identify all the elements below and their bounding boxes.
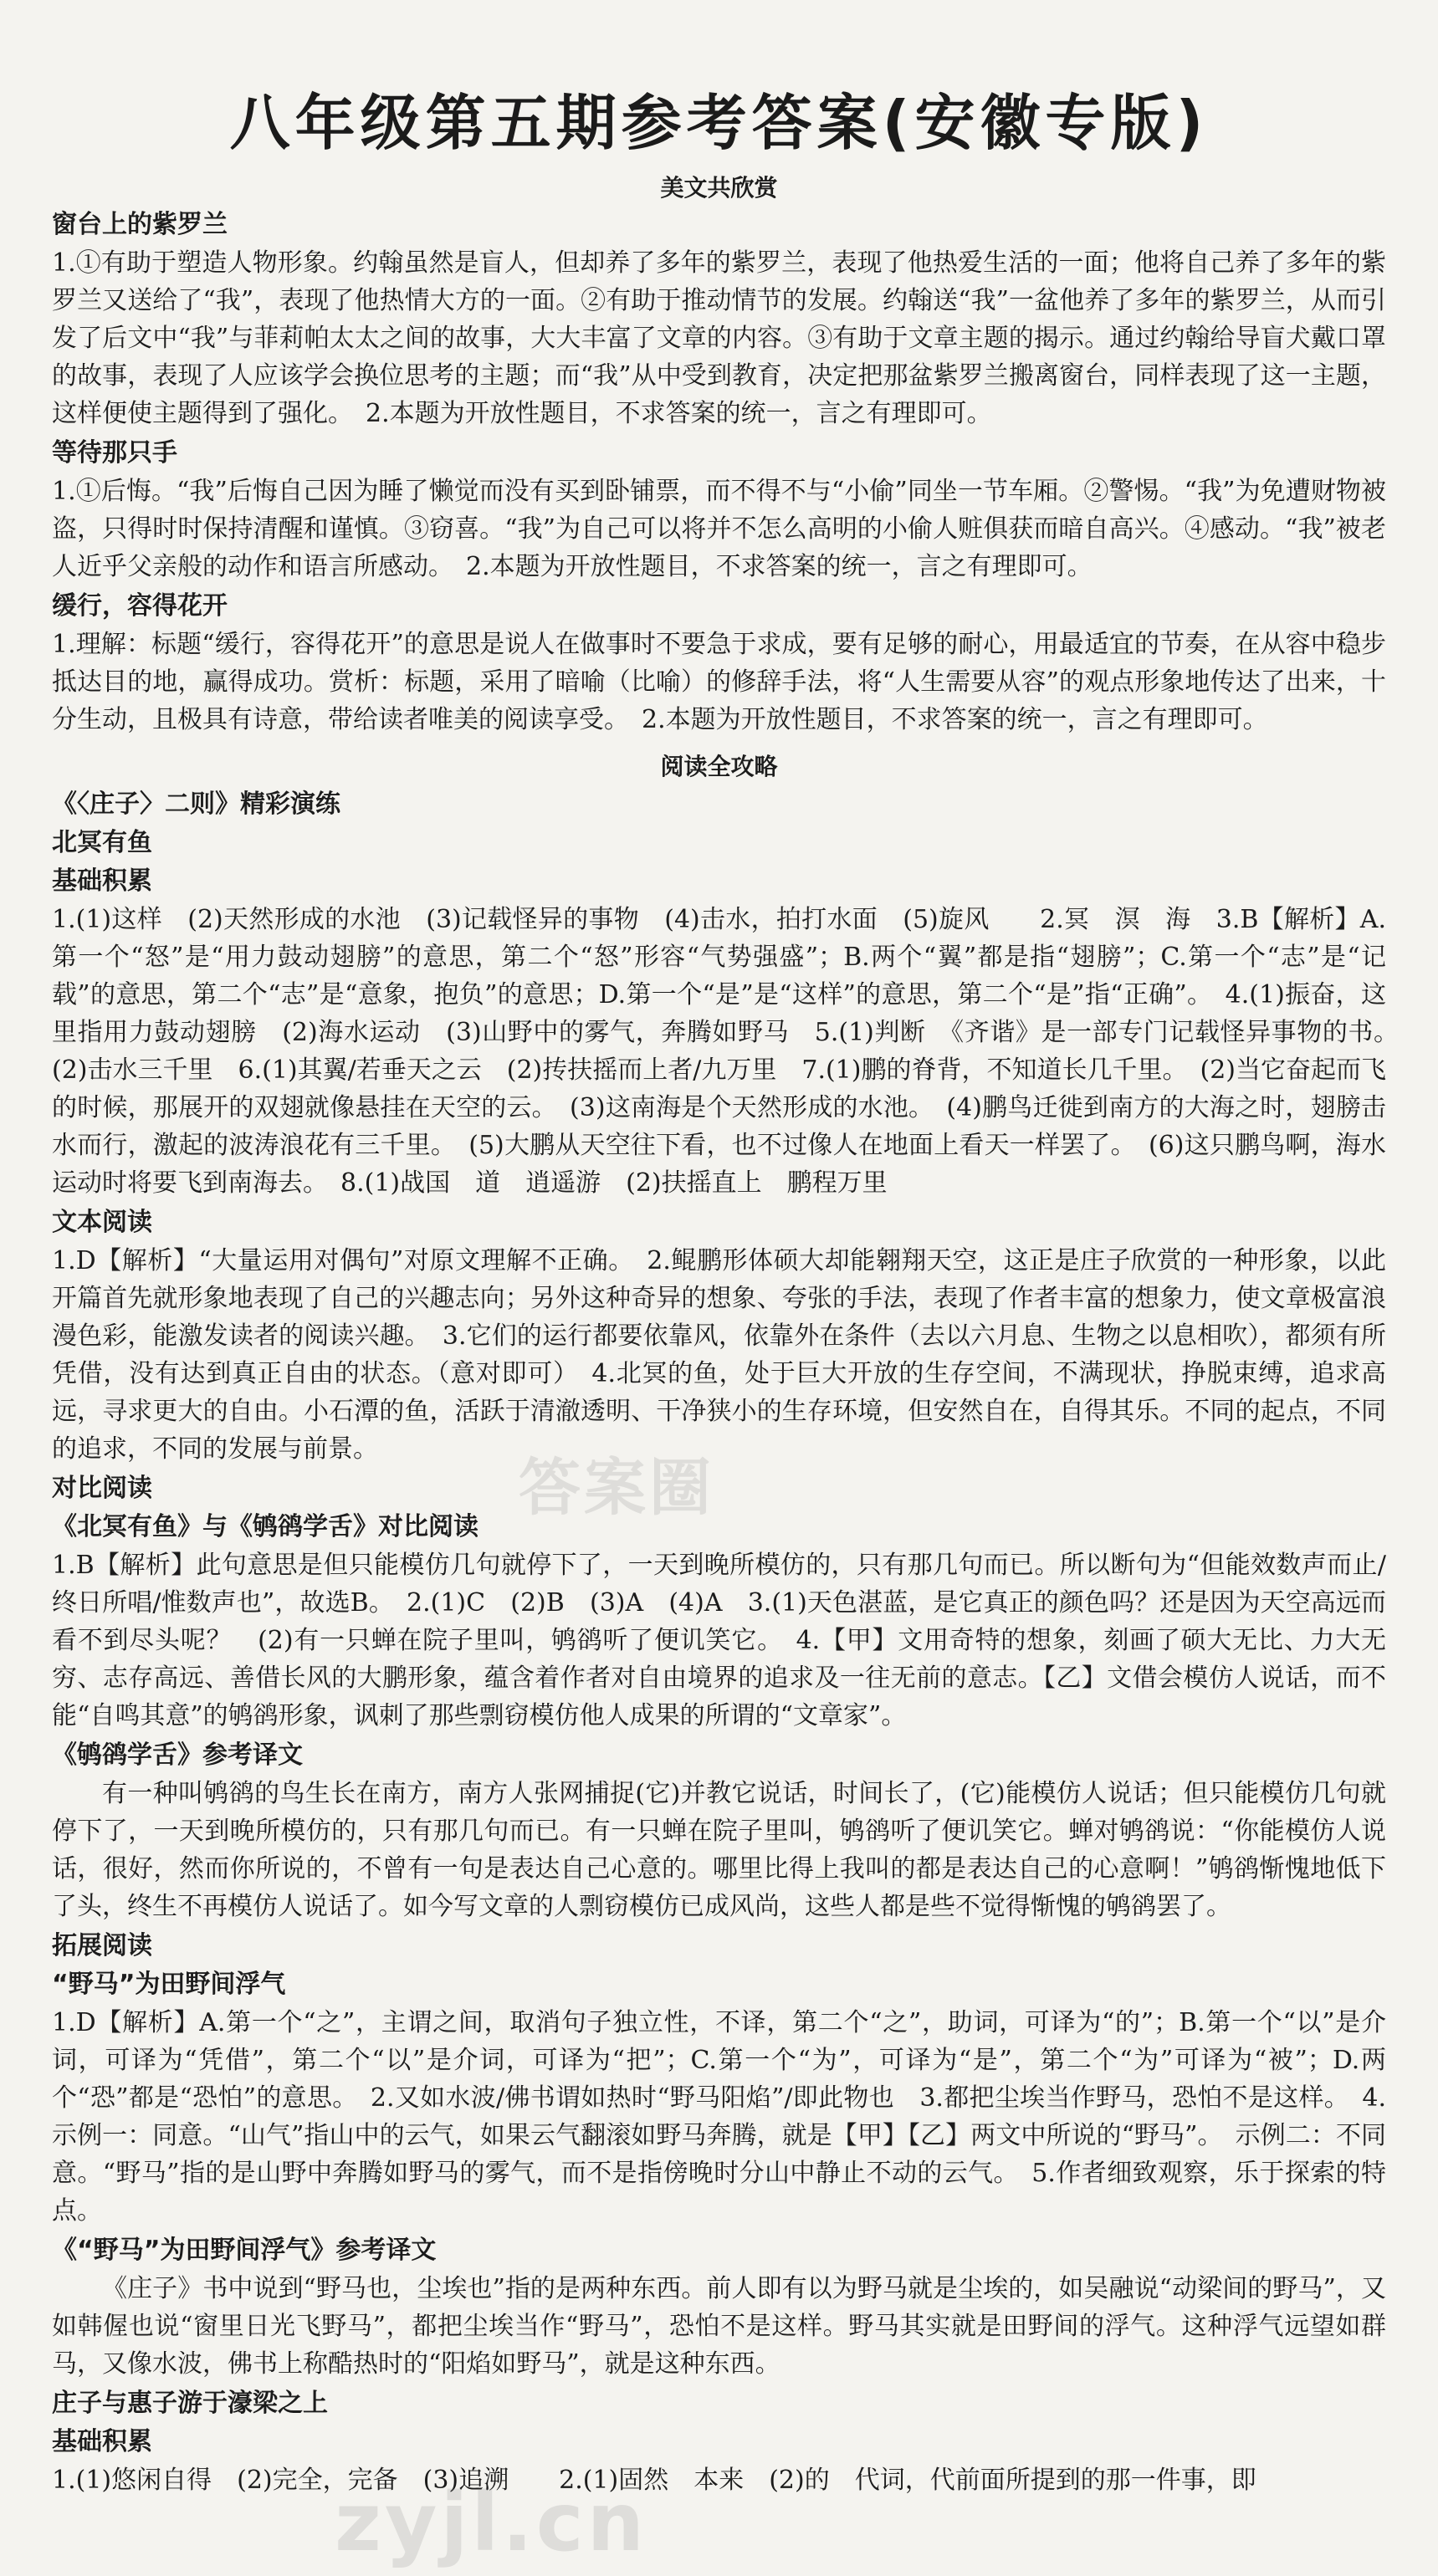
watermark-url: zyjl.cn: [335, 2476, 647, 2569]
subheading: 拓展阅读: [52, 1930, 152, 1960]
answer-paragraph: 《庄子》书中说到“野马也，尘埃也”指的是两种东西。前人即有以为野马就是尘埃的，如吴融说“动梁间的野马”，又如韩偓也说“窗里日光飞野马”，都把尘埃当作“野马”，恐怕不是这样。野马其实就是田野间的浮气。这种浮气远望如群马，又像水波，佛书上称酷热时的“阳焰如野马”，就是这种东西。: [52, 2273, 1386, 2379]
page-title: 八年级第五期参考答案(安徽专版): [229, 88, 1209, 158]
subheading: 庄子与惠子游于濠梁之上: [52, 2388, 328, 2418]
answer-paragraph: 1.(1)这样 (2)天然形成的水池 (3)记载怪异的事物 (4)击水，拍打水面 (5)旋风 2.冥 溟 海 3.B【解析】A.第一个“怒”是“用力鼓动翅膀”的意思，第二个“怒”形容“气势强盛”；B.两个“翼”都是指“翅膀”；C.第一个“志”是“记载”的意思，第二个“志”是“意象，抱负”的意思；D.第一个“是”是“这样”的意思，第二个“是”指“正确”。 4.(1)振奋，这里指用力鼓动翅膀 (2)海水运动 (3)山野中的雾气，奔腾如野马 5.(1)判断 《齐谐》是一部专门记载怪异事物的书。 (2)击水三千里 6.(1)其翼/若垂天之云 (2)抟扶摇而上者/九万里 7.(1)鹏的脊背，不知道长几千里。 (2)当它奋起而飞的时候，那展开的双翅就像悬挂在天空的云。 (3)这南海是个天然形成的水池。 (4)鹏鸟迁徙到南方的大海之时，翅膀击水而行，激起的波涛浪花有三千里。 (5)大鹏从天空往下看，也不过像人在地面上看天一样罢了。 (6)这只鹏鸟啊，海水运动时将要飞到南海去。 8.(1)战国 道 逍遥游 (2)扶摇直上 鹏程万里: [52, 904, 1411, 1198]
subheading: 《北冥有鱼》与《鸲鹆学舌》对比阅读: [52, 1511, 478, 1541]
section-heading: 阅读全攻略: [660, 753, 778, 781]
answer-paragraph: 1.D【解析】“大量运用对偶句”对原文理解不正确。 2.鲲鹏形体硕大却能翱翔天空，这正是庄子欣赏的一种形象，以此开篇首先就形象地表现了自己的兴趣志向；另外这种奇异的想象、夸张的手法，表现了作者丰富的想象力，使文章极富浪漫色彩，能激发读者的阅读兴趣。 3.它们的运行都要依靠风，依靠外在条件（去以六月息、生物之以息相吹），都须有所凭借，没有达到真正自由的状态。（意对即可） 4.北冥的鱼，处于巨大开放的生存空间，不满现状，挣脱束缚，追求高远，寻求更大的自由。小石潭的鱼，活跃于清澈透明、干净狭小的生存环境，但安然自在，自得其乐。不同的起点，不同的追求，不同的发展与前景。: [52, 1245, 1386, 1464]
subheading: 《鸲鹆学舌》参考译文: [52, 1740, 303, 1770]
answer-paragraph: 1.理解：标题“缓行，容得花开”的意思是说人在做事时不要急于求成，要有足够的耐心，用最适宜的节奏，在从容中稳步抵达目的地，赢得成功。赏析：标题，采用了暗喻（比喻）的修辞手法，将“人生需要从容”的观点形象地传达了出来，十分生动，且极具有诗意，带给读者唯美的阅读享受。 2.本题为开放性题目，不求答案的统一，言之有理即可。: [52, 630, 1386, 735]
subheading: 《“野马”为田野间浮气》参考译文: [52, 2235, 437, 2265]
subheading: 缓行，容得花开: [52, 591, 228, 621]
subheading: 北冥有鱼: [52, 827, 152, 857]
answer-paragraph: 1.①有助于塑造人物形象。约翰虽然是盲人，但却养了多年的紫罗兰，表现了他热爱生活的一面；他将自己养了多年的紫罗兰又送给了“我”，表现了他热情大方的一面。②有助于推动情节的发展。约翰送“我”一盆他养了多年的紫罗兰，从而引发了后文中“我”与菲莉帕太太之间的故事，大大丰富了文章的内容。③有助于文章主题的揭示。通过约翰给导盲犬戴口罩的故事，表现了人应该学会换位思考的主题；而“我”从中受到教育，决定把那盆紫罗兰搬离窗台，同样表现了这一主题，这样便使主题得到了强化。 2.本题为开放性题目，不求答案的统一，言之有理即可。: [52, 248, 1386, 429]
subheading: 文本阅读: [52, 1207, 152, 1237]
subheading: 基础积累: [52, 2426, 152, 2456]
answer-paragraph: 有一种叫鸲鹆的鸟生长在南方，南方人张网捕捉(它)并教它说话，时间长了，(它)能模仿人说话；但只能模仿几句就停下了，一天到晚所模仿的，只有那几句而已。有一只蝉在院子里叫，鸲鹆听了便讥笑它。蝉对鸲鹆说：“你能模仿人说话，很好，然而你所说的，不曾有一句是表达自己心意的。哪里比得上我叫的都是表达自己的心意啊！”鸲鹆惭愧地低下了头，终生不再模仿人说话了。如今写文章的人剽窃模仿已成风尚，这些人都是些不觉得惭愧的鸲鹆罢了。: [52, 1778, 1386, 1921]
subheading: 《〈庄子〉二则》精彩演练: [52, 789, 340, 819]
answer-paragraph: 1.B【解析】此句意思是但只能模仿几句就停下了，一天到晚所模仿的，只有那几句而已。所以断句为“但能效数声而止/终日所唱/惟数声也”，故选B。 2.(1)C (2)B (3)A (4)A 3.(1)天色湛蓝，是它真正的颜色吗？还是因为天空高远而看不到尽头呢？ (2)有一只蝉在院子里叫，鸲鹆听了便讥笑它。 4.【甲】文用奇特的想象，刻画了硕大无比、力大无穷、志存高远、善借长风的大鹏形象，蕴含着作者对自由境界的追求及一往无前的意志。【乙】文借会模仿人说话，而不能“自鸣其意”的鸲鹆形象，讽刺了那些剽窃模仿他人成果的所谓的“文章家”。: [52, 1550, 1386, 1730]
subheading: 对比阅读: [52, 1473, 152, 1503]
watermark-text: 答案圈: [519, 1452, 714, 1524]
section-heading: 美文共欣赏: [660, 174, 778, 202]
subheading: 等待那只手: [52, 438, 177, 468]
answer-paragraph: 1.①后悔。“我”后悔自己因为睡了懒觉而没有买到卧铺票，而不得不与“小偷”同坐一节车厢。②警惕。“我”为免遭财物被盗，只得时时保持清醒和谨慎。③窃喜。“我”为自己可以将并不怎么高明的小偷人赃俱获而暗自高兴。④感动。“我”被老人近乎父亲般的动作和语言所感动。 2.本题为开放性题目，不求答案的统一，言之有理即可。: [52, 477, 1386, 582]
answer-paragraph: 1.(1)悠闲自得 (2)完全，完备 (3)追溯 2.(1)固然 本来 (2)的 代词，代前面所提到的那一件事，即: [52, 2465, 1256, 2495]
answer-paragraph: 1.D【解析】A.第一个“之”，主谓之间，取消句子独立性，不译，第二个“之”，助词，可译为“的”；B.第一个“以”是介词，可译为“凭借”，第二个“以”是介词，可译为“把”；C.第一个“为”，可译为“是”，第二个“为”可译为“被”；D.两个“恐”都是“恐怕”的意思。 2.又如水波/佛书谓如热时“野马阳焰”/即此物也 3.都把尘埃当作野马，恐怕不是这样。 4.示例一：同意。“山气”指山中的云气，如果云气翻滚如野马奔腾，就是【甲】【乙】两文中所说的“野马”。 示例二：不同意。“野马”指的是山野中奔腾如野马的雾气，而不是指傍晚时分山中静止不动的云气。 5.作者细致观察，乐于探索的特点。: [52, 2007, 1386, 2226]
subheading: “野马”为田野间浮气: [52, 1969, 286, 1999]
subheading: 基础积累: [52, 866, 152, 896]
subheading: 窗台上的紫罗兰: [52, 210, 228, 240]
content: [52, 171, 1411, 2498]
